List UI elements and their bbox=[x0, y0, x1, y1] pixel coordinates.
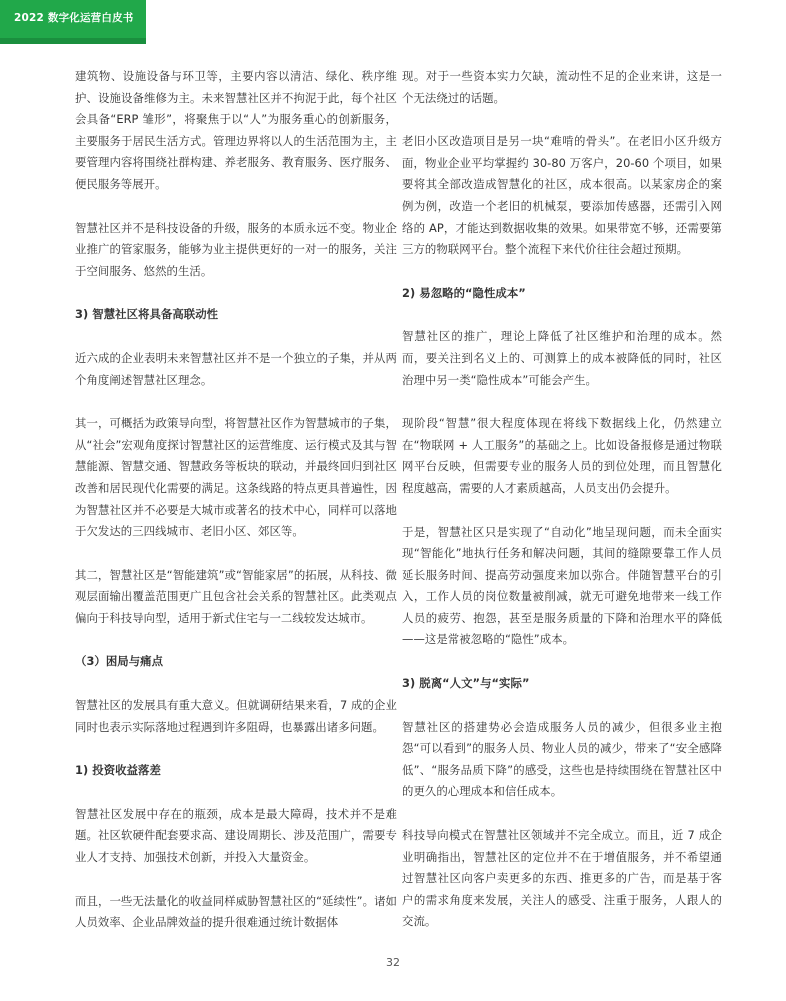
section-heading: 3) 脱离“人文”与“实际” bbox=[402, 676, 530, 691]
paragraph: 其二，智慧社区是“智能建筑”或“智能家居”的拓展，从科技、微观层面输出覆盖范围更广且包含社会关系的智慧社区。此类观点偏向于科技导向型，适用于新式住宅与一二线较发达城市。 bbox=[75, 567, 397, 625]
section-heading: 3) 智慧社区将具备高联动性 bbox=[75, 307, 219, 322]
paragraph: 智慧社区并不是科技设备的升级，服务的本质永远不变。物业企业推广的管家服务，能够为业主提供更好的一对一的服务，关注于空间服务、悠然的生活。 bbox=[75, 220, 397, 278]
header-band bbox=[0, 0, 146, 44]
section-heading: （3）困局与痛点 bbox=[75, 654, 164, 669]
paragraph: 智慧社区发展中存在的瓶颈，成本是最大障碍，技术并不是难题。社区软硬件配套要求高、建设周期长、涉及范围广，需要专业人才支持、加强技术创新，并投入大量资金。 bbox=[75, 806, 397, 865]
paragraph: 现。对于一些资本实力欠缺，流动性不足的企业来讲，这是一个无法绕过的话题。 bbox=[402, 69, 722, 105]
paragraph: 智慧社区的推广，理论上降低了社区维护和治理的成本。然而，要关注到名义上的、可测算上的成本被降低的同时，社区治理中另一类“隐性成本”可能会产生。 bbox=[402, 329, 722, 387]
paragraph: 于是，智慧社区只是实现了“自动化”地呈现问题，而未全面实现“智能化”地执行任务和解决问题，其间的缝隙要靠工作人员延长服务时间、提高劳动强度来加以弥合。伴随智慧平台的引入，工作人员的岗位数量被削减，就无可避免地带来一线工作人员的疲劳、抱怨，甚至是服务质量的下降和治理水平的降低——这是常被忽略的“隐性”成本。 bbox=[402, 524, 722, 647]
paragraph: 智慧社区的搭建势必会造成服务人员的减少，但很多业主抱怨“可以看到”的服务人员、物业人员的减少，带来了“安全感降低”、“服务品质下降”的感受，这些也是持续围绕在智慧社区中的更久的心理成本和信任成本。 bbox=[402, 719, 722, 799]
page-number: 32 bbox=[386, 956, 400, 969]
right-column bbox=[402, 66, 722, 955]
paragraph: 而且，一些无法量化的收益同样威胁智慧社区的“延续性”。诸如人员效率、企业品牌效益的提升很难通过统计数据体 bbox=[75, 893, 397, 930]
paragraph: 建筑物、设施设备与环卫等，主要内容以清洁、绿化、秩序维护、设施设备维修为主。未来智慧社区并不拘泥于此，每个社区会具备“ERP 雏形”，将聚焦于以“人”为服务重心的创新服务，主要服务于居民生活方式。管理边界将以人的生活范围为主，主要管理内容将围绕社群构建、养老服务、教育服务、医疗服务、便民服务等展开。 bbox=[75, 69, 397, 191]
left-column bbox=[75, 66, 397, 956]
paragraph: 智慧社区的发展具有重大意义。但就调研结果来看，7 成的企业同时也表示实际落地过程遇到许多阻碍，也暴露出诸多问题。 bbox=[75, 698, 397, 734]
paragraph: 现阶段“智慧”很大程度体现在将线下数据线上化，仍然建立在“物联网 + 人工服务”的基础之上。比如设备报修是通过物联网平台反映，但需要专业的服务人员的到位处理，而且智慧化程度越高，需要的人才素质越高，人员支出仍会提升。 bbox=[402, 416, 722, 495]
section-heading: 1) 投资收益落差 bbox=[75, 763, 161, 778]
header-title: 2022 数字化运营白皮书 bbox=[14, 12, 134, 24]
paragraph: 近六成的企业表明未来智慧社区并不是一个独立的子集，并从两个角度阐述智慧社区理念。 bbox=[75, 350, 397, 387]
paragraph: 老旧小区改造项目是另一块“难啃的骨头”。在老旧小区升级方面，物业企业平均掌握约 30-80 万客户，20-60 个项目，如果要将其全部改造成智慧化的社区，成本很高。以某家房企的案例为例，改造一个老旧的机械泵，要添加传感器，还需引入网络的 AP，才能达到数据收集的效果。如果带宽不够，还需要第三方的物联网平台。整个流程下来代价往往会超过预期。 bbox=[402, 134, 722, 257]
section-heading: 2) 易忽略的“隐性成本” bbox=[402, 285, 526, 300]
paragraph: 其一，可概括为政策导向型，将智慧社区作为智慧城市的子集，从“社会”宏观角度探讨智慧社区的运营维度、运行模式及其与智慧能源、智慧交通、智慧政务等板块的联动，并最终回归到社区改善和居民现代化需要的满足。这条线路的特点更具普遍性，因为智慧社区并不必要是大城市或著名的技术中心，同样可以落地于欠发达的三四线城市、老旧小区、郊区等。 bbox=[75, 416, 397, 539]
paragraph: 科技导向模式在智慧社区领域并不完全成立。而且，近 7 成企业明确指出，智慧社区的定位并不在于增值服务，并不希望通过智慧社区向客户卖更多的东西、推更多的广告，而是基于客户的需求角度来发展，关注人的感受、注重于服务，人跟人的交流。 bbox=[402, 828, 722, 929]
